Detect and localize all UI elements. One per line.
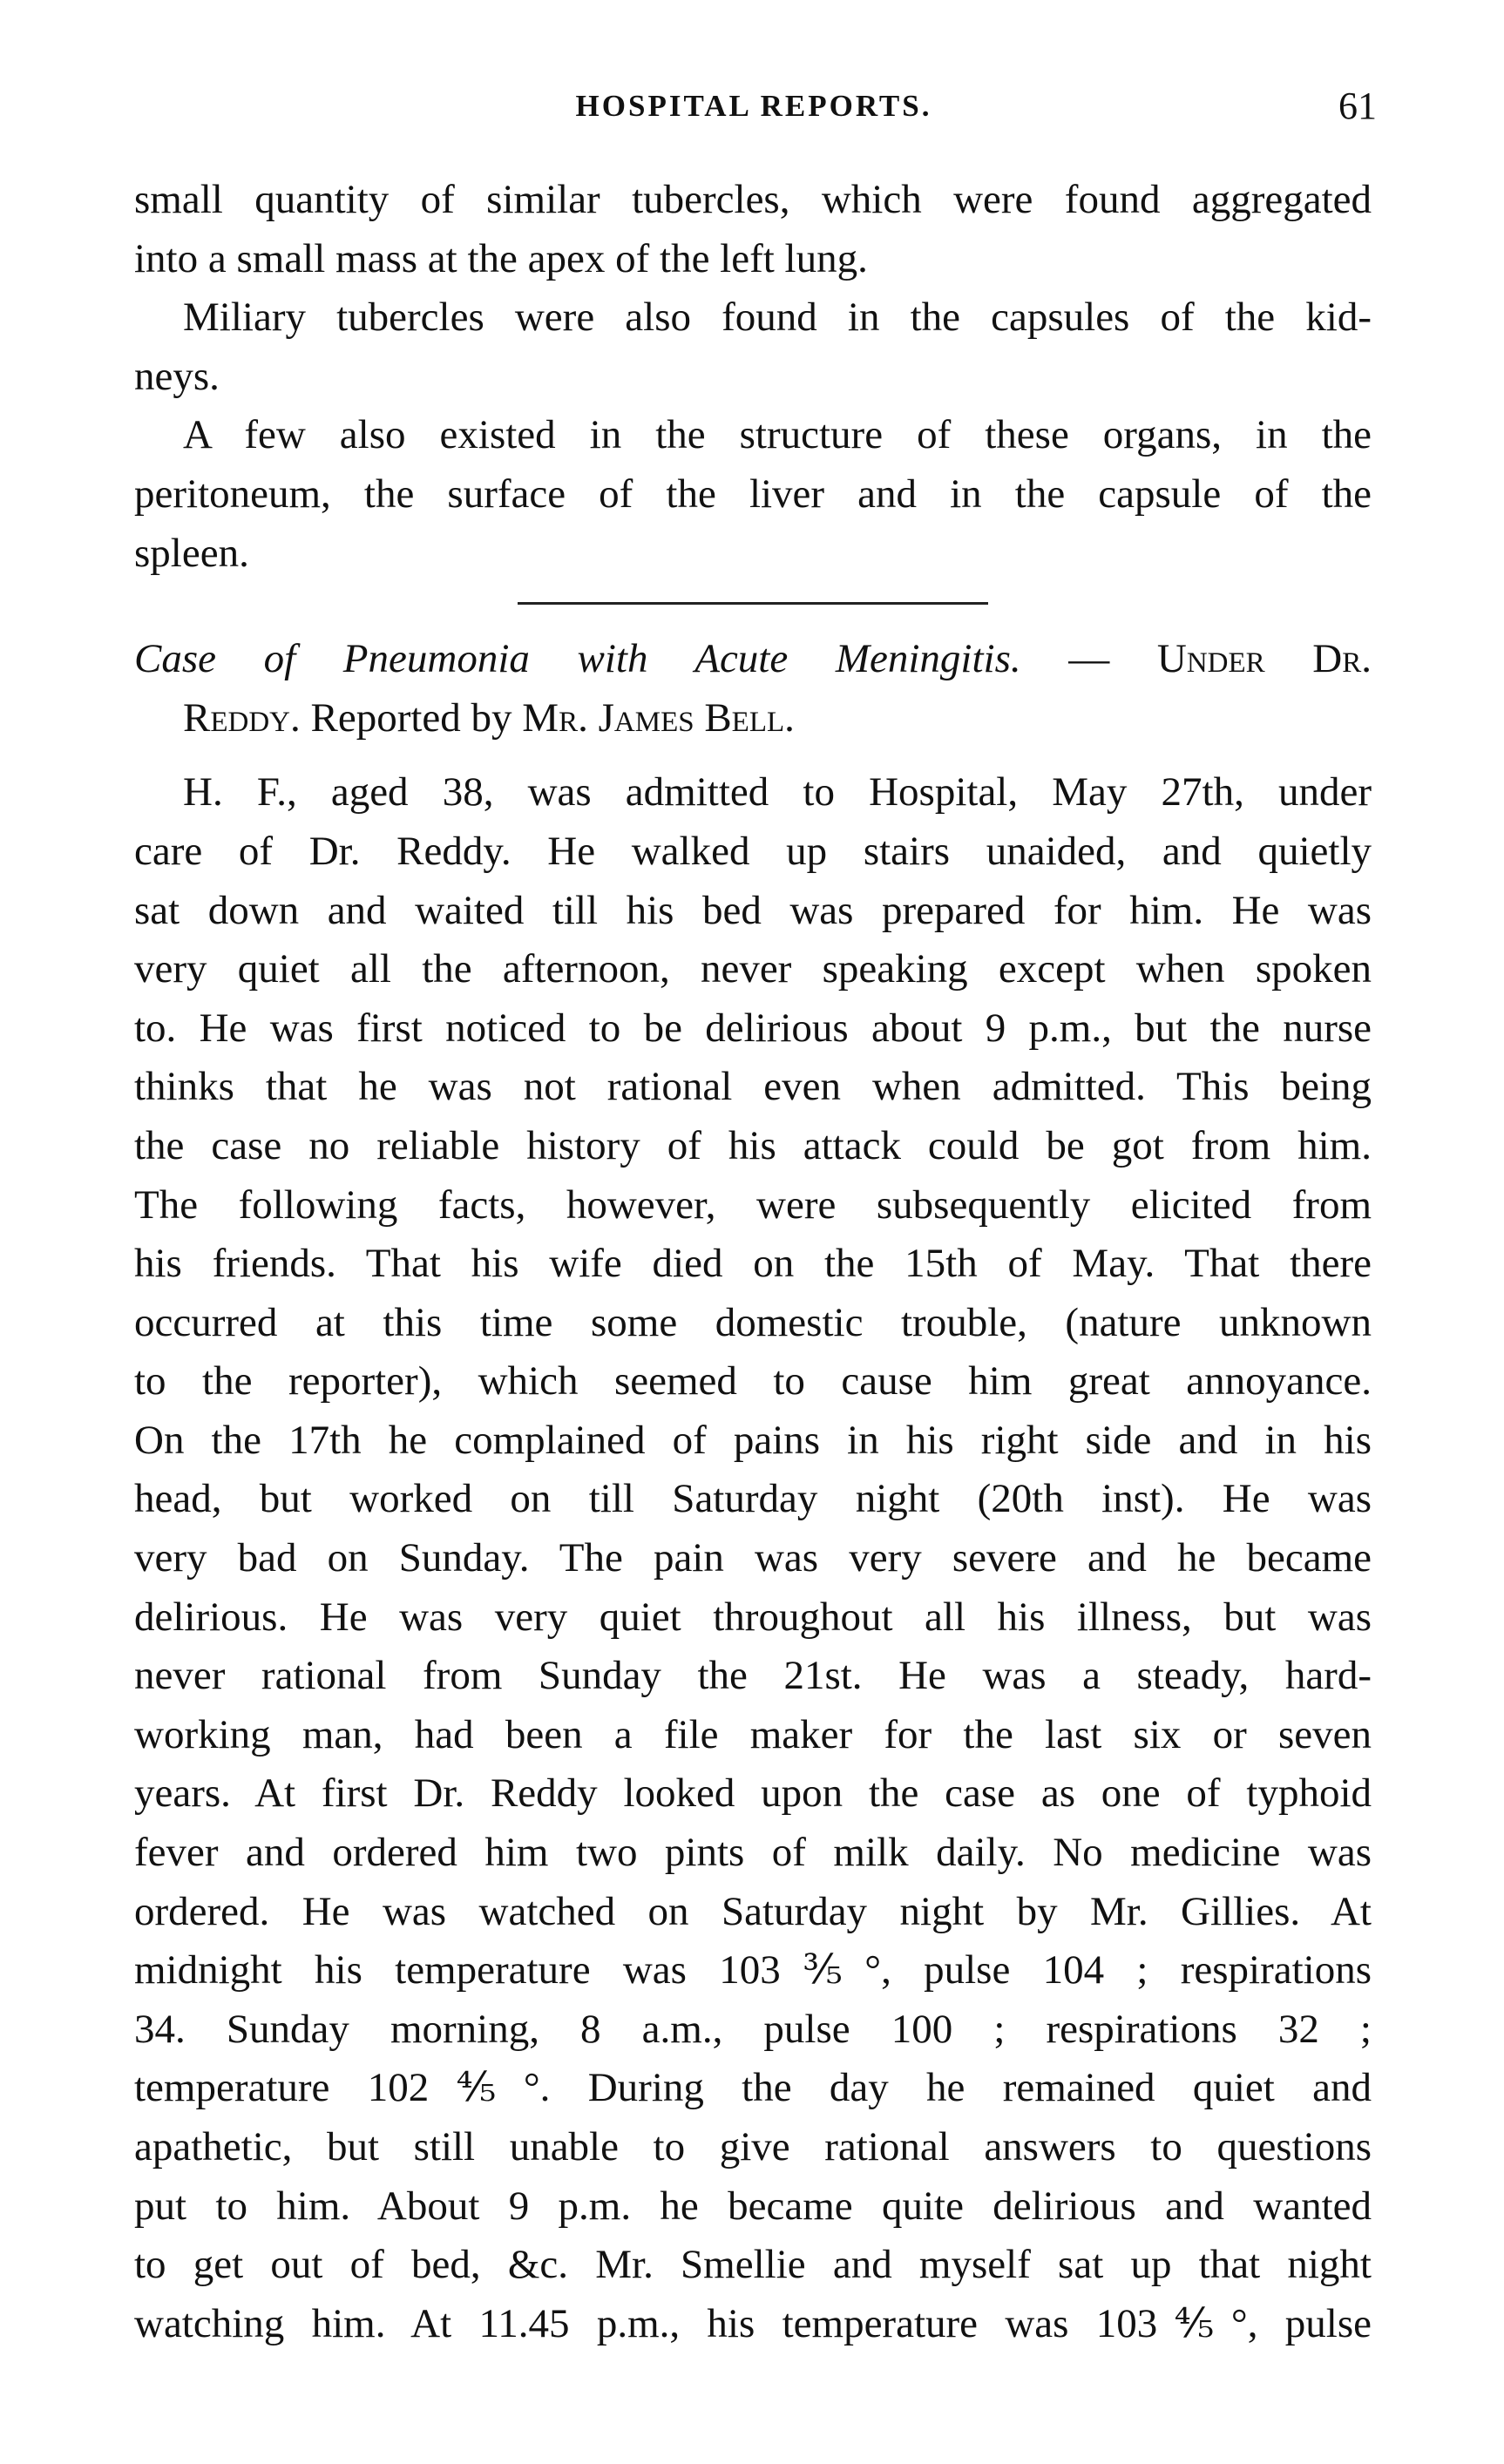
text-line: very quiet all the afternoon, never speaking except when spoken <box>134 946 1372 992</box>
text-line: H. F., aged 38, was admitted to Hospital, May 27th, under <box>183 769 1372 816</box>
text-line: peritoneum, the surface of the liver and in the capsule of the <box>134 470 1372 517</box>
text-line: put to him. About 9 p.m. he became quite delirious and wanted <box>134 2183 1372 2229</box>
text-line: ordered. He was watched on Saturday night by Mr. Gillies. At <box>134 1888 1372 1934</box>
text-line: thinks that he was not rational even when admitted. This being <box>134 1064 1372 1110</box>
text-line: A few also existed in the structure of these organs, in the <box>183 412 1372 458</box>
text-line: spleen. <box>134 530 249 576</box>
spacer <box>134 748 1372 763</box>
text-line: 34. Sunday morning, 8 a.m., pulse 100 ; respirations 32 ; <box>134 2006 1372 2052</box>
text-line: temperature 102⅘°. During the day he remained quiet and <box>134 2065 1372 2111</box>
physician-surname: Reddy. <box>183 694 301 741</box>
text-line: watching him. At 11.45 p.m., his temperature was 103⅘°, pulse <box>134 2300 1372 2346</box>
text-line: fever and ordered him two pints of milk daily. No medicine was <box>134 1830 1372 1876</box>
text-line: never rational from Sunday the 21st. He was a steady, hard- <box>134 1653 1372 1699</box>
reporter-name: Mr. James Bell. <box>522 694 795 741</box>
running-title: HOSPITAL REPORTS. <box>575 89 932 123</box>
text-line: to get out of bed, &c. Mr. Smellie and myself sat up that night <box>134 2242 1372 2288</box>
text-line: the case no reliable history of his attack could be got from him. <box>134 1122 1372 1168</box>
text-line: The following facts, however, were subsequently elicited from <box>134 1181 1372 1228</box>
text-line: On the 17th he complained of pains in his right side and in his <box>134 1417 1372 1463</box>
under-label: — Under <box>1068 636 1265 682</box>
case-title: Case of Pneumonia with Acute Meningitis. <box>134 636 1021 682</box>
body-text <box>134 171 1372 2353</box>
reported-by-label: Reported by <box>310 694 512 741</box>
text-line: to. He was first noticed to be delirious about 9 p.m., but the nurse <box>134 1005 1372 1051</box>
text-line: occurred at this time some domestic trouble, (nature unknown <box>134 1299 1372 1345</box>
text-line: into a small mass at the apex of the left lung. <box>134 235 868 281</box>
text-line: neys. <box>134 353 220 399</box>
text-line: head, but worked on till Saturday night (20th inst). He was <box>134 1476 1372 1522</box>
text-line: his friends. That his wife died on the 15th of May. That there <box>134 1241 1372 1287</box>
text-line: sat down and waited till his bed was prepared for him. He was <box>134 887 1372 933</box>
section-divider <box>134 583 1372 630</box>
text-line: very bad on Sunday. The pain was very severe and he became <box>134 1535 1372 1581</box>
case-heading-line-2 <box>134 689 1372 748</box>
text-line: years. At first Dr. Reddy looked upon the case as one of typhoid <box>134 1770 1372 1817</box>
page-number: 61 <box>1338 85 1377 127</box>
text-line: Miliary tubercles were also found in the capsules of the kid- <box>183 294 1372 341</box>
text-line: midnight his temperature was 103⅗°, pulse 104 ; respirations <box>134 1947 1372 1994</box>
text-line: apathetic, but still unable to give rational answers to questions <box>134 2124 1372 2170</box>
horizontal-rule <box>518 602 988 605</box>
text-line: to the reporter), which seemed to cause him great annoyance. <box>134 1358 1372 1405</box>
physician-name: Dr. <box>1312 636 1372 682</box>
text-line: care of Dr. Reddy. He walked up stairs unaided, and quietly <box>134 828 1372 874</box>
text-line: delirious. He was very quiet throughout all his illness, but was <box>134 1594 1372 1640</box>
text-line: small quantity of similar tubercles, which were found aggregated <box>134 177 1372 222</box>
text-line: working man, had been a file maker for the last six or seven <box>134 1711 1372 1757</box>
case-heading-line-1 <box>134 630 1372 689</box>
running-head <box>131 84 1377 136</box>
